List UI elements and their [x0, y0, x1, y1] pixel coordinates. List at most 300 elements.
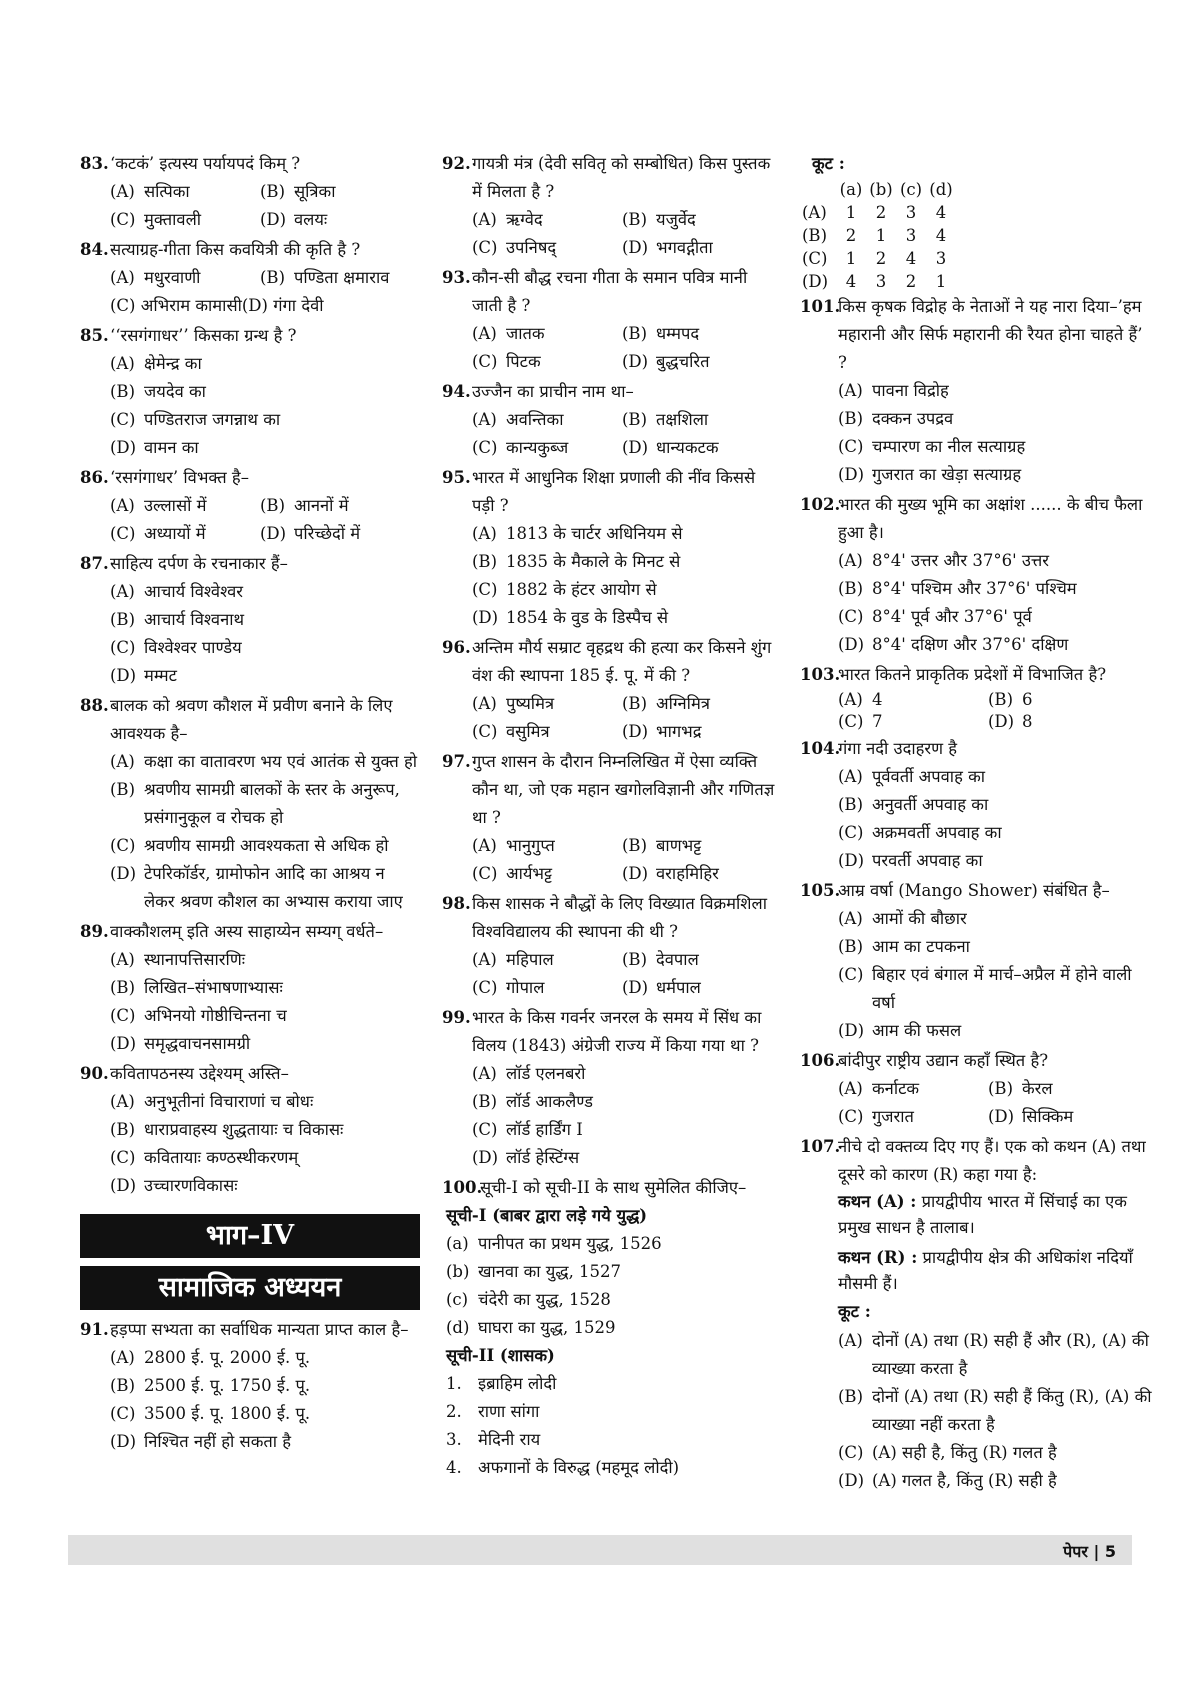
option-label: (D) — [622, 352, 649, 371]
option-text: सिक्किम — [1022, 1107, 1074, 1126]
option-text: यजुर्वेद — [656, 210, 696, 229]
option-text: 1835 के मैकाले के मिनट से — [506, 552, 681, 571]
list-2 — [442, 1370, 782, 1482]
option-a — [838, 1075, 988, 1103]
option-label: (A) — [472, 324, 497, 343]
option-c — [110, 520, 260, 548]
option-c — [472, 434, 622, 462]
list-item-text: घाघरा का युद्ध, 1529 — [478, 1318, 616, 1337]
option-text: 2500 ई. पू. 1750 ई. पू. — [144, 1376, 311, 1395]
question-line — [80, 550, 420, 578]
kut-corner — [802, 178, 836, 201]
list-item-label: (d) — [446, 1318, 470, 1337]
kut-row — [802, 224, 956, 247]
question-83 — [80, 150, 420, 234]
option-text: आर्यभट्ट — [506, 864, 553, 883]
option-text: 2800 ई. पू. 2000 ई. पू. — [144, 1348, 311, 1367]
question-text: बालक को श्रवण कौशल में प्रवीण बनाने के लिए आवश्यक है– — [110, 696, 393, 743]
options — [800, 547, 1152, 659]
option-text: 8°4' पश्चिम और 37°6' पश्चिम — [872, 579, 1077, 598]
option-text: धाराप्रवाहस्य शुद्धतायाः च विकासः — [144, 1120, 344, 1139]
option-c-d: (C) अभिराम कामासी(D) गंगा देवी — [110, 296, 324, 315]
option-label: (C) — [472, 978, 498, 997]
option-label: (C) — [472, 1120, 498, 1139]
option-c — [472, 1116, 782, 1144]
option-d — [838, 631, 1152, 659]
option-c — [110, 832, 420, 860]
option-text: विश्वेश्वर पाण्डेय — [144, 638, 242, 657]
options — [80, 1344, 420, 1456]
option-label: (C) — [110, 410, 136, 429]
option-text: लॉर्ड हार्डिंग I — [506, 1120, 583, 1139]
option-text: दक्कन उपद्रव — [872, 409, 954, 428]
list-item-text: अफगानों के विरुद्ध (महमूद लोदी) — [478, 1458, 680, 1477]
question-100 — [442, 1174, 782, 1482]
option-label: (D) — [838, 1021, 865, 1040]
option-b — [110, 1116, 420, 1144]
list-1-item — [446, 1230, 782, 1258]
kut-cell: (A) — [802, 203, 827, 222]
option-text: सत्पिका — [144, 182, 190, 201]
question-line — [442, 890, 782, 946]
question-number: 94. — [442, 382, 471, 401]
kut-header-cell: (a) — [839, 180, 863, 199]
kut-table — [802, 178, 956, 293]
question-text: ‘कटकं’ इत्यस्य पर्यायपदं किम् ? — [110, 154, 301, 173]
kut-cell: 2 — [875, 203, 887, 222]
question-text: साहित्य दर्पण के रचनाकार हैं– — [110, 554, 288, 573]
option-text: आननों में — [294, 496, 349, 515]
option-label: (D) — [838, 635, 865, 654]
question-94 — [442, 378, 782, 462]
option-b — [988, 689, 1152, 711]
list-1-item — [446, 1314, 782, 1342]
option-a — [472, 1060, 782, 1088]
option-text: उच्चारणविकासः — [144, 1176, 238, 1195]
question-text: भारत की मुख्य भूमि का अक्षांश ...... के बीच फैला हुआ है। — [838, 495, 1143, 542]
option-text: केरल — [1022, 1079, 1053, 1098]
question-line — [800, 735, 1152, 763]
option-text: धर्मपाल — [656, 978, 701, 997]
option-d — [988, 711, 1152, 733]
option-text: धान्यकटक — [656, 438, 719, 457]
option-label: (C) — [838, 1107, 864, 1126]
question-102 — [800, 491, 1152, 659]
section-banner-part: भाग–IV — [80, 1214, 420, 1258]
options — [442, 946, 782, 1002]
question-text: ‘रसगंगाधर’ विभक्त है– — [110, 468, 249, 487]
option-label: (C) — [472, 864, 498, 883]
option-label: (B) — [838, 795, 863, 814]
option-text: देवपाल — [656, 950, 699, 969]
option-a — [110, 578, 420, 606]
question-line — [442, 464, 782, 520]
column-2 — [442, 150, 782, 1484]
option-label: (B) — [988, 1079, 1013, 1098]
option-label: (B) — [622, 694, 647, 713]
option-text: 8°4' दक्षिण और 37°6' दक्षिण — [872, 635, 1069, 654]
question-line — [80, 150, 420, 178]
option-c — [838, 961, 1152, 1017]
question-text: सत्याग्रह-गीता किस कवयित्री की कृति है ? — [110, 240, 361, 259]
options — [800, 763, 1152, 875]
option-text: बिहार एवं बंगाल में मार्च–अप्रैल में होने वाली वर्षा — [872, 965, 1132, 1012]
option-label: (B) — [110, 382, 135, 401]
option-b — [260, 178, 420, 206]
question-line — [800, 293, 1152, 377]
question-line — [800, 491, 1152, 547]
option-text: भगवद्गीता — [656, 238, 713, 257]
list-1-title: सूची-I (बाबर द्वारा लड़े गये युद्ध) — [446, 1206, 648, 1225]
list-item-text: पानीपत का प्रथम युद्ध, 1526 — [478, 1234, 662, 1253]
option-text: 1854 के वुड के डिस्पैच से — [506, 608, 669, 627]
option-c — [472, 974, 622, 1002]
question-number: 103. — [800, 665, 841, 684]
option-label: (B) — [260, 496, 285, 515]
question-line — [442, 1004, 782, 1060]
page-footer — [68, 1535, 1132, 1565]
question-text: किस कृषक विद्रोह के नेताओं ने यह नारा दिया–’हम महारानी और सिर्फ महारानी की रैयत होना चाहते हैं’ ? — [838, 297, 1143, 372]
option-b — [622, 690, 782, 718]
list-item-label: 2. — [446, 1402, 462, 1421]
option-text: उपनिषद् — [506, 238, 557, 257]
list-2-item — [446, 1398, 782, 1426]
option-text: तक्षशिला — [656, 410, 709, 429]
option-b — [110, 776, 420, 832]
option-text: 3500 ई. पू. 1800 ई. पू. — [144, 1404, 311, 1423]
question-line — [800, 877, 1152, 905]
option-d — [622, 234, 782, 262]
option-text: अग्निमित्र — [656, 694, 710, 713]
question-86 — [80, 464, 420, 548]
question-number: 96. — [442, 638, 471, 657]
question-text: कवितापठनस्य उद्देश्यम् अस्ति– — [110, 1064, 289, 1083]
options — [80, 492, 420, 548]
option-text: आम का टपकना — [872, 937, 970, 956]
option-a — [838, 377, 1152, 405]
option-label: (D) — [110, 1432, 137, 1451]
options — [442, 320, 782, 376]
option-c — [110, 1400, 420, 1428]
option-text: महिपाल — [506, 950, 554, 969]
reason-r — [838, 1245, 1152, 1297]
option-label: (C) — [110, 1404, 136, 1423]
option-text: अध्यायों में — [144, 524, 206, 543]
options — [80, 578, 420, 690]
option-label: (D) — [622, 438, 649, 457]
option-label: (B) — [838, 937, 863, 956]
question-107 — [800, 1133, 1152, 1495]
option-text: मधुरवाणी — [144, 268, 201, 287]
question-number: 101. — [800, 297, 841, 316]
question-text: गायत्री मंत्र (देवी सवितृ को सम्बोधित) किस पुस्तक में मिलता है ? — [472, 154, 771, 201]
option-label: (D) — [988, 1107, 1015, 1126]
option-a — [472, 946, 622, 974]
assertion-block — [800, 1189, 1152, 1495]
option-b — [472, 1088, 782, 1116]
option-label: (A) — [838, 551, 863, 570]
option-text: चम्पारण का नील सत्याग्रह — [872, 437, 1026, 456]
option-c — [110, 1002, 420, 1030]
question-line — [800, 1133, 1152, 1189]
option-label: (C) — [110, 638, 136, 657]
question-line — [800, 661, 1152, 689]
option-label: (D) — [622, 864, 649, 883]
option-text: अवन्तिका — [506, 410, 564, 429]
option-label: (A) — [838, 909, 863, 928]
question-line — [80, 322, 420, 350]
option-label: (C) — [838, 823, 864, 842]
option-label: (B) — [622, 950, 647, 969]
question-text: भारत कितने प्राकृतिक प्रदेशों में विभाजित है? — [838, 665, 1107, 684]
option-label: (A) — [110, 1348, 135, 1367]
option-label: (B) — [110, 1120, 135, 1139]
option-d — [838, 1017, 1152, 1045]
option-label: (A) — [472, 950, 497, 969]
option-label: (D) — [838, 1471, 865, 1490]
option-label: (B) — [622, 836, 647, 855]
question-number: 106. — [800, 1051, 841, 1070]
option-label: (D) — [110, 1034, 137, 1053]
option-text: उल्लासों में — [144, 496, 207, 515]
option-text: लॉर्ड एलनबरो — [506, 1064, 586, 1083]
option-a — [110, 264, 260, 292]
question-88 — [80, 692, 420, 916]
option-a — [110, 178, 260, 206]
list-2-item — [446, 1454, 782, 1482]
question-text: अन्तिम मौर्य सम्राट वृहद्रथ की हत्या कर किसने शुंग वंश की स्थापना 185 ई. पू. में की ? — [472, 638, 772, 685]
option-text: ऋग्वेद — [506, 210, 543, 229]
list-item-label: 4. — [446, 1458, 462, 1477]
option-text: पण्डिता क्षमाराव — [294, 268, 390, 287]
options — [80, 264, 420, 320]
option-a — [110, 1088, 420, 1116]
option-text: परिच्छेदों में — [294, 524, 361, 543]
question-number: 85. — [80, 326, 109, 345]
list-2-title: सूची-II (शासक) — [446, 1346, 555, 1365]
option-label: (A) — [110, 752, 135, 771]
option-d — [110, 662, 420, 690]
option-text: 1813 के चार्टर अधिनियम से — [506, 524, 683, 543]
question-number: 102. — [800, 495, 841, 514]
question-91 — [80, 1316, 420, 1456]
kut-cell: 1 — [875, 226, 887, 245]
option-label: (B) — [472, 1092, 497, 1111]
option-label: (B) — [838, 1387, 863, 1406]
question-103 — [800, 661, 1152, 733]
kut-cell: 4 — [935, 226, 947, 245]
kut-cell: 4 — [845, 272, 857, 291]
option-a — [472, 320, 622, 348]
question-98 — [442, 890, 782, 1002]
option-a — [838, 763, 1152, 791]
assertion-a — [838, 1189, 1152, 1241]
option-text: आमों की बौछार — [872, 909, 967, 928]
kut-header-row — [802, 178, 956, 201]
option-label: (D) — [110, 1176, 137, 1195]
option-text: गुजरात — [872, 1107, 914, 1126]
option-b — [472, 548, 782, 576]
option-text: भागभद्र — [656, 722, 702, 741]
option-text: लॉर्ड हेस्टिंग्स — [506, 1148, 580, 1167]
question-97 — [442, 748, 782, 888]
question-text: कौन-सी बौद्ध रचना गीता के समान पवित्र मानी जाती है ? — [472, 268, 748, 315]
option-label: (C) — [838, 607, 864, 626]
kut-row — [802, 201, 956, 224]
list-1 — [442, 1230, 782, 1342]
option-c — [472, 860, 622, 888]
option-text: लिखित–संभाषणाभ्यासः — [144, 978, 283, 997]
question-line — [442, 150, 782, 206]
question-90 — [80, 1060, 420, 1200]
option-label: (D) — [838, 465, 865, 484]
option-d — [472, 1144, 782, 1172]
option-label: (A) — [472, 1064, 497, 1083]
option-b — [622, 206, 782, 234]
kut-cell: 2 — [875, 249, 887, 268]
question-text: सूची-I को सूची-II के साथ सुमेलित कीजिए– — [480, 1178, 747, 1197]
option-text: कक्षा का वातावरण भय एवं आतंक से युक्त हो — [144, 752, 418, 771]
option-a — [838, 905, 1152, 933]
option-label: (A) — [838, 767, 863, 786]
options — [442, 406, 782, 462]
option-c — [838, 1439, 1152, 1467]
option-text: पूर्ववर्ती अपवाह का — [872, 767, 986, 786]
option-d — [838, 847, 1152, 875]
question-text: किस शासक ने बौद्धों के लिए विख्यात विक्रमशिला विश्वविद्यालय की स्थापना की थी ? — [472, 894, 767, 941]
option-label: (A) — [838, 1079, 863, 1098]
option-text: अभिनयो गोष्ठीचिन्तना च — [144, 1006, 287, 1025]
option-b — [260, 264, 420, 292]
question-96 — [442, 634, 782, 746]
question-106 — [800, 1047, 1152, 1131]
list-2-item — [446, 1426, 782, 1454]
option-label: (B) — [988, 690, 1013, 709]
question-104 — [800, 735, 1152, 875]
option-b — [260, 492, 420, 520]
option-text: स्थानापत्तिसारणिः — [144, 950, 246, 969]
options — [442, 520, 782, 632]
option-text: 7 — [872, 712, 883, 731]
list-1-item — [446, 1258, 782, 1286]
question-line — [80, 1060, 420, 1088]
option-d — [110, 1172, 420, 1200]
option-text: (A) गलत है, किंतु (R) सही है — [872, 1471, 1057, 1490]
options — [442, 206, 782, 262]
option-text: लॉर्ड आकलैण्ड — [506, 1092, 593, 1111]
option-a — [472, 206, 622, 234]
kut-cell: 2 — [905, 272, 917, 291]
option-label: (D) — [838, 851, 865, 870]
option-d — [260, 520, 420, 548]
list-2-item — [446, 1370, 782, 1398]
option-text: पण्डितराज जगन्नाथ का — [144, 410, 281, 429]
option-c — [110, 206, 260, 234]
option-b — [838, 1383, 1152, 1439]
kut-title: कूट : — [812, 154, 845, 173]
option-label: (A) — [838, 381, 863, 400]
question-text: ‘‘रसगंगाधर’’ किसका ग्रन्थ है ? — [110, 326, 297, 345]
question-99 — [442, 1004, 782, 1172]
kut-header-cell: (d) — [929, 180, 953, 199]
option-d — [622, 434, 782, 462]
option-d — [838, 1467, 1152, 1495]
option-label: (B) — [622, 410, 647, 429]
kut-cell: 1 — [935, 272, 947, 291]
option-text: टेपरिकॉर्डर, ग्रामोफोन आदि का आश्रय न लेकर श्रवण कौशल का अभ्यास कराया जाए — [144, 864, 403, 911]
option-text: गुजरात का खेड़ा सत्याग्रह — [872, 465, 1022, 484]
option-b — [838, 575, 1152, 603]
kut-cell: 3 — [935, 249, 947, 268]
option-label: (D) — [110, 666, 137, 685]
question-87 — [80, 550, 420, 690]
options — [80, 748, 420, 916]
option-c — [472, 348, 622, 376]
question-92 — [442, 150, 782, 262]
question-number: 86. — [80, 468, 109, 487]
list-item-label: 1. — [446, 1374, 462, 1393]
option-label: (B) — [622, 324, 647, 343]
option-text: श्रवणीय सामग्री बालकों के स्तर के अनुरूप, प्रसंगानुकूल व रोचक हो — [144, 780, 400, 827]
option-b — [622, 832, 782, 860]
option-text: अक्रमवर्ती अपवाह का — [872, 823, 1002, 842]
question-text: आम्र वर्षा (Mango Shower) संबंधित है– — [838, 881, 1110, 900]
options — [80, 1088, 420, 1200]
option-text: परवर्ती अपवाह का — [872, 851, 983, 870]
option-text: कवितायाः कण्ठस्थीकरणम् — [144, 1148, 299, 1167]
option-c — [838, 1103, 988, 1131]
option-text: जयदेव का — [144, 382, 206, 401]
question-number: 93. — [442, 268, 471, 287]
option-d — [260, 206, 420, 234]
option-b — [622, 320, 782, 348]
list-item-text: चंदेरी का युद्ध, 1528 — [478, 1290, 611, 1309]
question-text: गंगा नदी उदाहरण है — [838, 739, 958, 758]
option-a — [472, 690, 622, 718]
option-label: (A) — [472, 410, 497, 429]
option-a — [110, 1344, 420, 1372]
option-text: पुष्यमित्र — [506, 694, 555, 713]
option-text: भानुगुप्त — [506, 836, 555, 855]
question-text: भारत में आधुनिक शिक्षा प्रणाली की नींव किससे पड़ी ? — [472, 468, 756, 515]
option-label: (A) — [110, 354, 135, 373]
option-text: 8°4' पूर्व और 37°6' पूर्व — [872, 607, 1032, 626]
option-a — [472, 520, 782, 548]
question-text: गुप्त शासन के दौरान निम्नलिखित में ऐसा व्यक्ति कौन था, जो एक महान खगोलविज्ञानी और गणितज्ञ था ? — [472, 752, 775, 827]
question-95 — [442, 464, 782, 632]
option-d — [622, 348, 782, 376]
option-text: आम की फसल — [872, 1021, 962, 1040]
option-label: (C) — [472, 580, 498, 599]
option-text: 8°4' उत्तर और 37°6' उत्तर — [872, 551, 1050, 570]
option-text: वामन का — [144, 438, 199, 457]
kut-row — [802, 270, 956, 293]
option-label: (D) — [260, 210, 287, 229]
option-label: (D) — [472, 608, 499, 627]
question-line — [442, 748, 782, 832]
list-item-text: खानवा का युद्ध, 1527 — [478, 1262, 622, 1281]
question-text: भारत के किस गवर्नर जनरल के समय में सिंध का विलय (1843) अंग्रेजी राज्य में किया गया था ? — [472, 1008, 762, 1055]
question-text: नीचे दो वक्तव्य दिए गए हैं। एक को कथन (A) तथा दूसरे को कारण (R) कहा गया है: — [838, 1137, 1146, 1184]
list-item-label: (c) — [446, 1290, 469, 1309]
options — [442, 690, 782, 746]
question-text: उज्जैन का प्राचीन नाम था– — [472, 382, 634, 401]
assertion-a-text: प्रायद्वीपीय भारत में सिंचाई का एक प्रमुख साधन है तालाब। — [838, 1192, 1127, 1237]
page-number: पेपर | 5 — [1063, 1542, 1116, 1561]
option-label: (C) — [472, 238, 498, 257]
question-85 — [80, 322, 420, 462]
question-number: 95. — [442, 468, 471, 487]
